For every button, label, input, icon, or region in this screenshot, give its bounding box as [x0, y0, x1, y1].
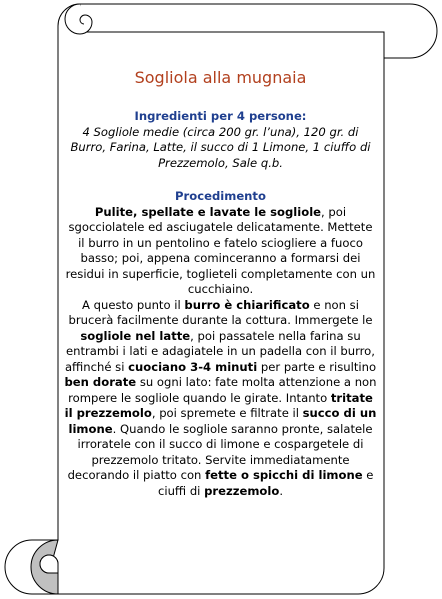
emphasis-text: succo di un limone [68, 406, 377, 436]
body-text: , poi spremete e filtrate il [151, 406, 303, 420]
emphasis-text: fette o spicchi di limone [205, 468, 363, 482]
scroll-bottom-curl-inner [40, 555, 58, 573]
procedure-paragraph-2 [64, 298, 377, 500]
emphasis-text: burro è chiarificato [184, 297, 310, 312]
emphasis-text: Pulite, spellate e lavate le sogliole [94, 204, 322, 219]
emphasis-text: prezzemolo [204, 483, 280, 498]
body-text: , poi passatele nella farina su entrambi i lati e adagiatele in un padella con il burro, affinché si [64, 328, 375, 374]
emphasis-text: tritate il prezzemolo [64, 390, 373, 420]
body-text: per parte e risultino [257, 359, 377, 374]
body-text: A questo punto il [82, 297, 185, 312]
emphasis-text: cuociano 3-4 minuti [128, 359, 258, 374]
body-text: , poi sgocciolatele ed asciugatele delicatamente. Mettete il burro in un pentolino e fatelo sciogliere a fuoco basso; poi, appena cominceranno a formarsi dei residui in superficie, toglieteli completamente con un cucchiaino. [65, 204, 376, 296]
body-text: su ogni lato: fate molta attenzione a non rompere le sogliole quando le girate. Intanto [68, 375, 377, 405]
body-text: e ciuffi di [157, 468, 374, 498]
ingredients-text: 4 Sogliole medie (circa 200 gr. l’una), 120 gr. di Burro, Farina, Latte, il succo di 1 Limone, 1 ciuffo di Prezzemolo, Sale q.b. [70, 124, 371, 170]
procedure-paragraph-1 [64, 205, 377, 298]
procedure-heading: Procedimento [175, 189, 266, 203]
recipe-content [64, 68, 377, 499]
body-text: . [279, 483, 284, 498]
emphasis-text: sogliole nel latte [80, 328, 191, 343]
body-text: e non si brucerà facilmente durante la cottura. Immergete le [68, 297, 373, 327]
recipe-title: Sogliola alla mugnaia [134, 68, 307, 87]
emphasis-text: ben dorate [64, 375, 137, 389]
ingredients-heading: Ingredienti per 4 persone: [134, 109, 307, 123]
body-text: . Quando le sogliole saranno pronte, salatele irroratele con il succo di limone e cospargetele di prezzemolo tritato. Servite immediatamente decorando il piatto con [67, 421, 373, 482]
